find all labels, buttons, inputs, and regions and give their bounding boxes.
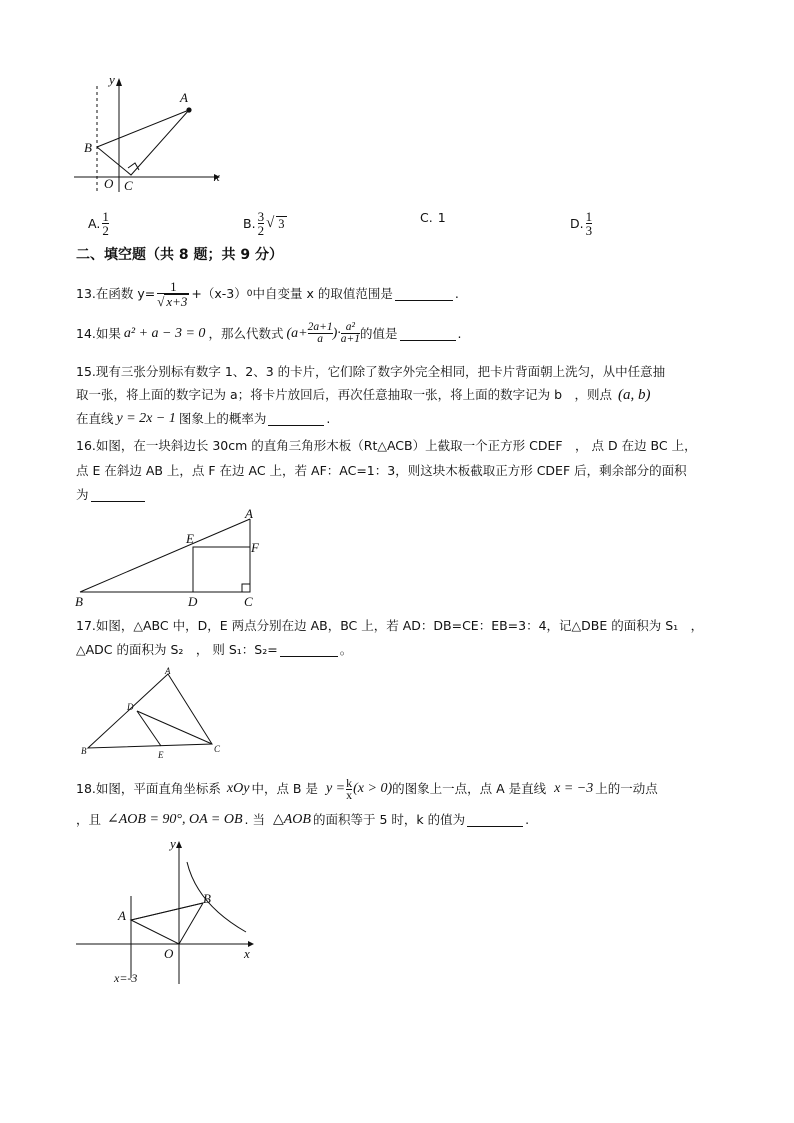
- q17-line2-pre: △ADC 的面积为 S₂ ， 则 S₁：S₂=: [76, 642, 278, 657]
- question-14: [76, 322, 462, 345]
- question-16-line-2: 点 E 在斜边 AB 上，点 F 在边 AC 上，若 AF：AC=1：3，则这块木板截取正方形 CDEF 后，剩余部分的面积: [76, 463, 687, 478]
- fig18-label-o: O: [164, 946, 174, 961]
- q14-mid: ，那么代数式: [208, 325, 284, 341]
- choice-d-num: 1: [585, 209, 593, 224]
- fig16-label-f: F: [251, 540, 259, 555]
- q18-line1-post: 上的一动点: [595, 781, 658, 796]
- fig16-label-d: D: [188, 594, 198, 609]
- fig18-label-a: A: [118, 908, 126, 923]
- figure-square-in-triangle: [70, 506, 270, 610]
- q13-answer-blank[interactable]: [395, 287, 453, 301]
- figure-hyperbola-coordinate: [72, 836, 262, 988]
- choice-a-label: A.: [88, 216, 101, 231]
- q15-line3-pre: 在直线: [76, 411, 114, 426]
- q15-end: .: [326, 411, 331, 426]
- q13-post: 中自变量 x 的取值范围是: [252, 286, 393, 301]
- q13-radicand: x+3: [166, 294, 188, 309]
- fig1-label-c: C: [124, 178, 133, 193]
- question-13: [76, 280, 459, 308]
- fig16-label-b: B: [75, 594, 83, 609]
- fig18-label-b: B: [203, 891, 211, 906]
- q13-num: 1: [170, 279, 177, 294]
- q18-line1-mid: 中，点 B 是: [251, 781, 318, 796]
- fig18-label-y: y: [170, 836, 176, 851]
- q15-line-equation: y = 2x − 1: [116, 411, 176, 426]
- q18-answer-blank[interactable]: [467, 813, 523, 827]
- q13-pre: 13.在函数 y=: [76, 286, 156, 301]
- fig1-label-o: O: [104, 176, 114, 191]
- choice-c-value: 1: [437, 210, 446, 225]
- choice-b-num: 3: [257, 209, 265, 224]
- q14-fraction-2: [341, 322, 360, 345]
- q18-line1-pre: 18.如图，平面直角坐标系: [76, 781, 221, 796]
- q18-func-num: k: [346, 775, 353, 790]
- question-17-line-1: 17.如图，△ABC 中，D，E 两点分别在边 AB，BC 上，若 AD：DB=CE：EB=3：4，记△DBE 的面积为 S₁ ，: [76, 618, 704, 633]
- q14-fraction-1: [308, 322, 333, 345]
- q18-line2-mid: . 当: [244, 812, 265, 827]
- choice-c-label: C.: [420, 210, 433, 225]
- choice-b-label: B.: [243, 216, 256, 231]
- question-16-line-1: 16.如图，在一块斜边长 30cm 的直角三角形木板（Rt△ACB）上截取一个正方形 CDEF ， 点 D 在边 BC 上，: [76, 438, 697, 453]
- q14-answer-blank[interactable]: [400, 327, 456, 341]
- fig18-label-xeq: x=-3: [114, 971, 138, 985]
- question-18-line-1: [76, 776, 658, 802]
- choice-d-fraction: [586, 210, 593, 237]
- fig1-label-x: x: [214, 169, 220, 184]
- fig16-label-a: A: [245, 506, 253, 521]
- q16-answer-blank[interactable]: [91, 488, 145, 502]
- question-17-line-2: [76, 641, 352, 659]
- section-title: 二、填空题（共 8 题；共 9 分）: [76, 247, 283, 263]
- q18-line2-post: 的面积等于 5 时，k 的值为: [312, 812, 466, 827]
- q17-end: 。: [339, 642, 353, 657]
- fig1-label-y: y: [109, 72, 115, 87]
- question-15-line-1: 15.现有三张分别标有数字 1、2、3 的卡片，它们除了数字外完全相同，把卡片背面朝上洗匀，从中任意抽: [76, 364, 666, 379]
- choice-b-den: 2: [257, 223, 265, 238]
- q14-frac2-den: a+1: [340, 333, 361, 345]
- q17-answer-blank[interactable]: [280, 643, 338, 657]
- q13-fraction: $\frac{1}{√ x+3}$: [157, 279, 188, 309]
- q14-frac-num: 2a+1: [307, 321, 333, 333]
- choice-b-radicand: 3: [278, 216, 285, 231]
- q14-frac2-num: a²: [345, 321, 355, 333]
- figure-triangle-abc: [76, 666, 236, 762]
- q18-line1-mid2: 的图象上一点，点 A 是直线: [392, 781, 547, 796]
- q18-condition: ∠AOB = 90°, OA = OB: [107, 812, 243, 827]
- question-15-line-3: [76, 410, 330, 428]
- q18-xoy: xOy: [226, 781, 250, 796]
- q14-post: 的值是: [360, 325, 398, 341]
- question-16-line-3: [76, 486, 145, 504]
- q13-mid: +（x-3）: [191, 286, 247, 301]
- fig16-label-c: C: [244, 594, 253, 609]
- q14-expr-open: (a+: [286, 325, 308, 341]
- choice-d-label: D.: [570, 216, 584, 231]
- q14-expr-close: )·: [332, 325, 341, 341]
- q18-func-den: x: [346, 787, 353, 802]
- q14-pre: 14.如果: [76, 325, 121, 341]
- q15-answer-blank[interactable]: [268, 412, 324, 426]
- fig17-label-e: E: [158, 750, 164, 760]
- fig17-label-c: C: [214, 744, 221, 754]
- q14-equation: a² + a − 3 = 0: [123, 325, 206, 341]
- q18-line-eq: x = −3: [554, 781, 594, 796]
- fig17-label-b: B: [81, 746, 87, 756]
- q13-end: .: [454, 286, 459, 301]
- choice-d[interactable]: [570, 210, 592, 237]
- choice-a[interactable]: [88, 210, 109, 237]
- q14-frac-den: a: [317, 333, 323, 345]
- q18-end: .: [525, 812, 530, 827]
- q18-func-domain: (x > 0): [353, 781, 393, 796]
- q15-point: (a, b): [618, 387, 651, 403]
- choice-d-den: 3: [585, 223, 593, 238]
- q16-line3: 为: [76, 487, 89, 502]
- q18-triangle: △AOB: [272, 812, 311, 827]
- q15-line2-pre: 取一张，将上面的数字记为 a；将卡片放回后，再次任意抽取一张，将上面的数字记为 b ，则点: [76, 387, 613, 402]
- choice-b-fraction: [258, 210, 265, 237]
- fig1-label-b: B: [84, 140, 92, 155]
- q15-line3-post: 图象上的概率为: [178, 411, 267, 426]
- fig17-label-d: D: [127, 702, 134, 712]
- choice-a-fraction: [102, 210, 109, 237]
- fig17-label-a: A: [165, 666, 171, 676]
- fig18-label-x: x: [244, 946, 250, 961]
- q18-line2-pre: ，且: [76, 812, 102, 827]
- fig16-label-e: E: [186, 531, 194, 546]
- question-18-line-2: [76, 811, 529, 829]
- figure-coordinate-triangle: [74, 72, 224, 197]
- choice-c[interactable]: [420, 210, 446, 225]
- choice-a-num: 1: [102, 209, 109, 224]
- q13-sup: 0: [246, 289, 253, 299]
- q14-end: .: [457, 325, 462, 341]
- q18-func-y: y =: [325, 781, 346, 796]
- choice-a-den: 2: [102, 223, 109, 238]
- q18-func-fraction: [346, 775, 353, 802]
- choice-b[interactable]: B. $\frac{3}{2}$ √ 3: [243, 209, 285, 238]
- fig1-label-a: A: [180, 90, 188, 105]
- question-15-line-2: [76, 386, 651, 404]
